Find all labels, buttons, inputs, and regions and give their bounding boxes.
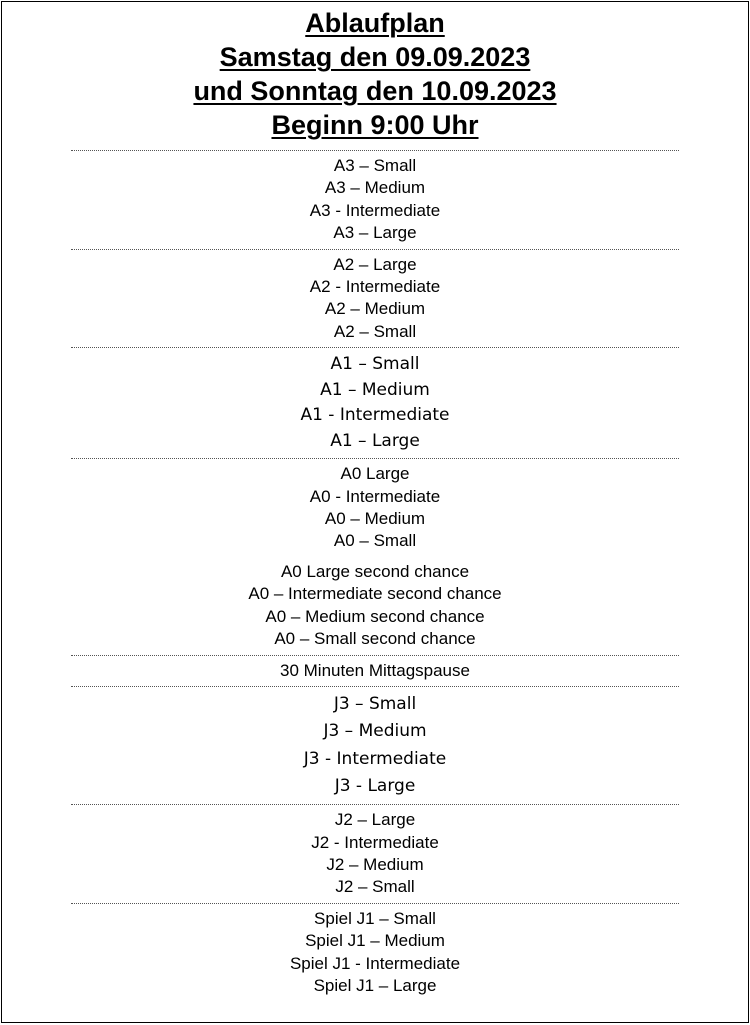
list-item: Spiel J1 – Medium — [305, 931, 445, 951]
list-item: J3 – Small — [333, 693, 417, 714]
list-item: Spiel J1 - Intermediate — [289, 953, 461, 973]
list-item: J2 – Small — [335, 877, 415, 897]
list-item: Spiel J1 – Small — [314, 908, 436, 928]
list-item: A2 – Small — [333, 321, 417, 341]
list-item: A0 Large — [340, 464, 410, 484]
list-item: Spiel J1 – Large — [313, 975, 437, 995]
list-item: J2 - Intermediate — [311, 832, 439, 852]
list-item: A0 – Small — [333, 531, 417, 551]
group-a3 — [2, 151, 748, 249]
date-line-saturday: Samstag den 09.09.2023 — [219, 42, 531, 72]
page-title: Ablaufplan — [305, 8, 445, 38]
list-item: A2 - Intermediate — [309, 277, 441, 297]
list-item: A1 – Medium — [320, 379, 430, 400]
lunch-break-item: 30 Minuten Mittagspause — [280, 660, 470, 680]
list-item: A3 – Small — [333, 156, 417, 175]
list-item: A0 – Small second chance — [274, 629, 476, 649]
list-item: A3 – Medium — [324, 178, 426, 198]
list-item: A2 – Large — [333, 254, 417, 274]
group-j2 — [2, 805, 748, 903]
list-item: A0 – Intermediate second chance — [248, 584, 502, 604]
list-item: J3 - Intermediate — [303, 748, 447, 769]
group-a0-second-chance — [2, 557, 748, 655]
date-line-sunday: und Sonntag den 10.09.2023 — [193, 76, 557, 106]
list-item: A3 – Large — [333, 223, 417, 243]
list-item: A1 – Small — [330, 354, 420, 375]
group-j3 — [2, 687, 748, 804]
list-item: A0 Large second chance — [280, 561, 470, 581]
group-lunch-break — [2, 656, 748, 686]
list-item: A3 - Intermediate — [309, 200, 441, 220]
schedule-header — [2, 2, 748, 142]
list-item: A1 – Large — [330, 430, 420, 451]
list-item: J3 – Medium — [323, 721, 427, 742]
list-item: A2 – Medium — [324, 299, 426, 319]
start-time: Beginn 9:00 Uhr — [271, 110, 479, 140]
group-a0 — [2, 459, 748, 557]
list-item: A0 - Intermediate — [309, 486, 441, 506]
group-a1 — [2, 348, 748, 458]
schedule-page — [1, 1, 749, 1023]
list-item: A0 – Medium second chance — [265, 606, 485, 626]
list-item: J3 - Large — [334, 775, 416, 796]
list-item: J2 – Medium — [326, 854, 424, 874]
list-item: J2 – Large — [334, 810, 416, 830]
group-spiel-j1 — [2, 904, 748, 1002]
list-item: A1 - Intermediate — [300, 405, 450, 426]
list-item: A0 – Medium — [324, 509, 426, 529]
group-a2 — [2, 250, 748, 348]
